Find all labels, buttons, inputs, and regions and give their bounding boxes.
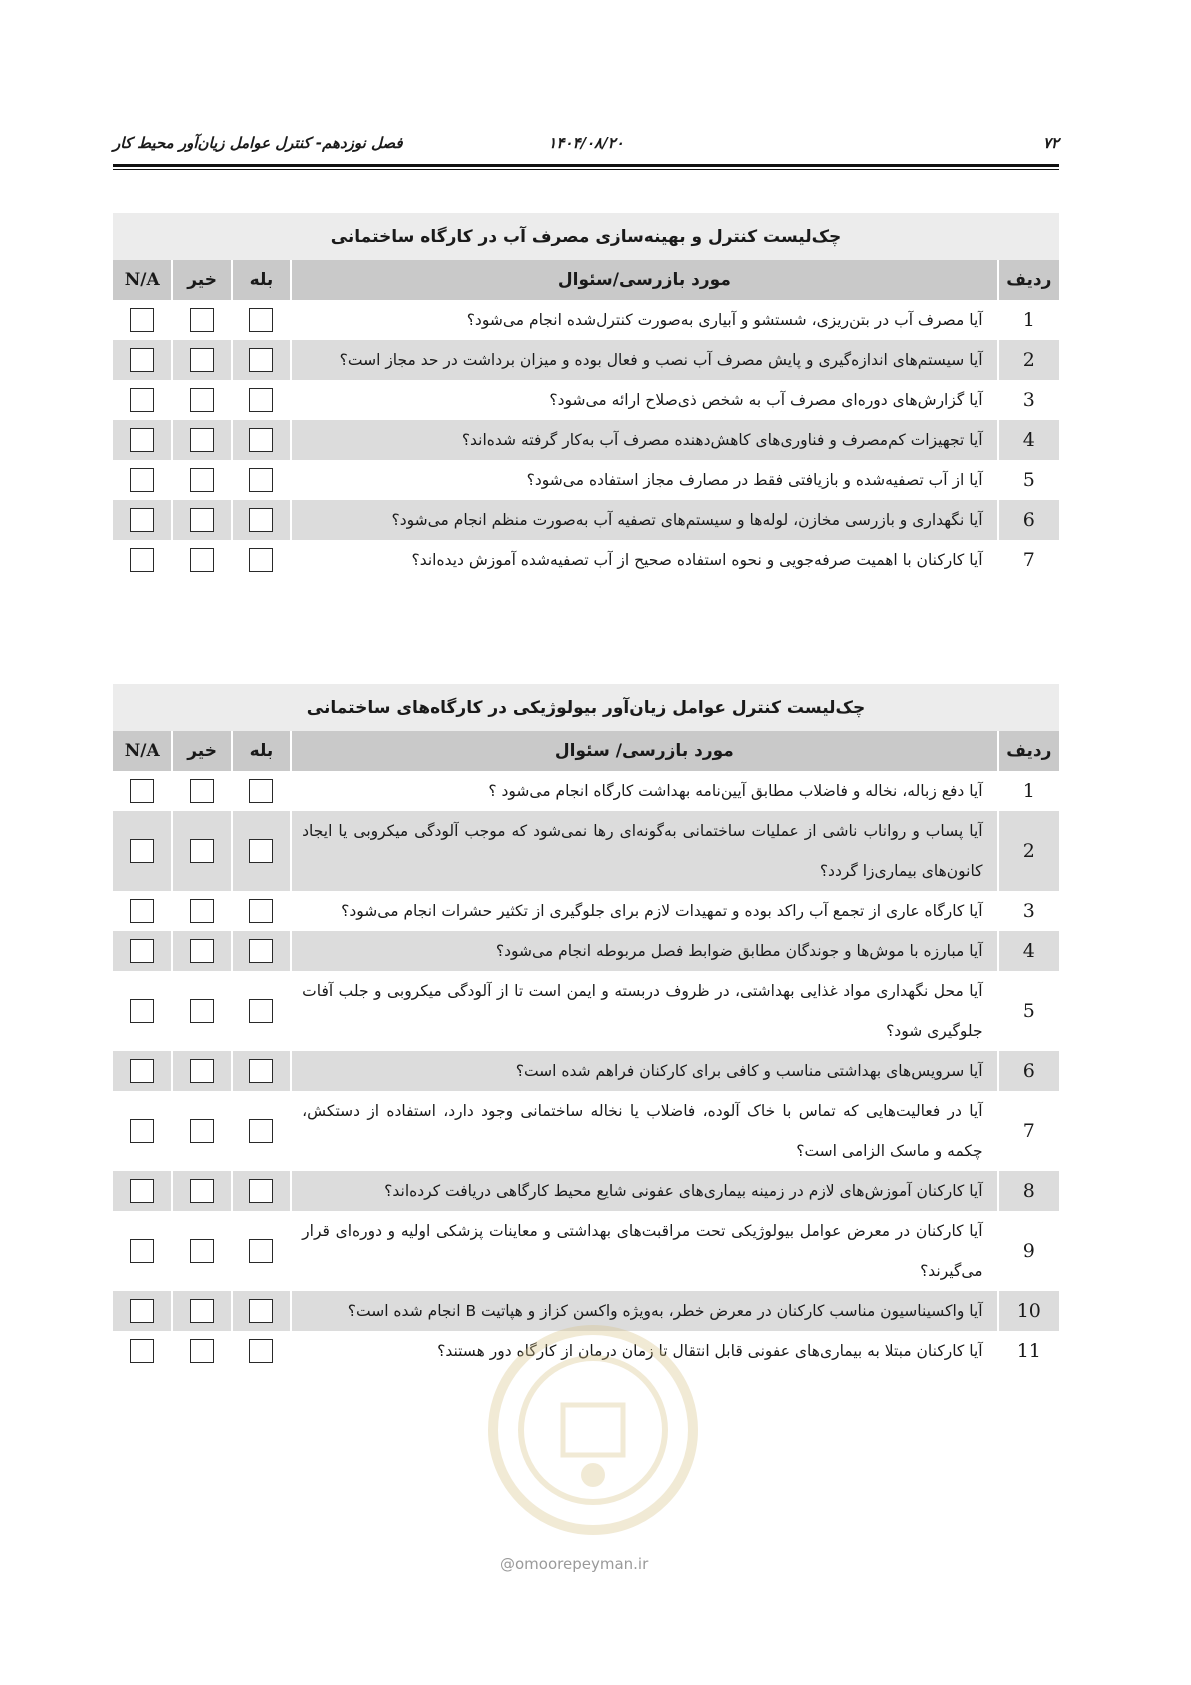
checkbox-no[interactable] [190,1239,214,1263]
answer-cell-no [172,1291,231,1331]
answer-cell-no [172,1091,231,1171]
answer-cell-na [113,540,172,580]
checkbox-na[interactable] [130,1119,154,1143]
table-row [113,811,1059,891]
table-title: چک‌لیست کنترل عوامل زیان‌آور بیولوژیکی در کارگاه‌های ساختمانی [113,684,1059,731]
checkbox-yes[interactable] [249,1239,273,1263]
row-number: 2 [998,340,1059,380]
page-number: ۷۲ [1042,134,1059,152]
answer-cell-no [172,811,231,891]
checkbox-no[interactable] [190,1339,214,1363]
answer-cell-yes [232,300,291,340]
answer-cell-na [113,1291,172,1331]
table-row [113,1211,1059,1291]
checkbox-na[interactable] [130,839,154,863]
answer-cell-yes [232,1091,291,1171]
checkbox-yes[interactable] [249,1179,273,1203]
table-row [113,540,1059,580]
answer-cell-no [172,1211,231,1291]
checkbox-no[interactable] [190,428,214,452]
question-text: آیا مصرف آب در بتن‌ریزی، شستشو و آبیاری به‌صورت کنترل‌شده انجام می‌شود؟ [291,300,997,340]
answer-cell-na [113,300,172,340]
table-row [113,771,1059,811]
answer-cell-no [172,300,231,340]
answer-cell-na [113,891,172,931]
table-row [113,300,1059,340]
table-body [113,771,1059,1371]
checkbox-no[interactable] [190,999,214,1023]
checkbox-no[interactable] [190,1179,214,1203]
header-question: مورد بازرسی/سئوال [291,260,997,300]
row-number: 4 [998,931,1059,971]
answer-cell-yes [232,771,291,811]
row-number: 5 [998,971,1059,1051]
question-text: آیا از آب تصفیه‌شده و بازیافتی فقط در مصارف مجاز استفاده می‌شود؟ [291,460,997,500]
question-text: آیا کارکنان آموزش‌های لازم در زمینه بیماری‌های عفونی شایع محیط کارگاهی دریافت کرده‌اند؟ [291,1171,997,1211]
header-radif: ردیف [998,731,1059,771]
checkbox-yes[interactable] [249,999,273,1023]
table-row [113,931,1059,971]
row-number: 3 [998,380,1059,420]
checkbox-yes[interactable] [249,1299,273,1323]
checkbox-yes[interactable] [249,428,273,452]
row-number: 10 [998,1291,1059,1331]
answer-cell-no [172,891,231,931]
question-text: آیا مبارزه با موش‌ها و جوندگان مطابق ضوابط فصل مربوطه انجام می‌شود؟ [291,931,997,971]
header-yes: بله [232,260,291,300]
checkbox-na[interactable] [130,388,154,412]
table-row [113,891,1059,931]
header-radif: ردیف [998,260,1059,300]
checkbox-yes[interactable] [249,468,273,492]
answer-cell-na [113,1211,172,1291]
question-text: آیا سرویس‌های بهداشتی مناسب و کافی برای کارکنان فراهم شده است؟ [291,1051,997,1091]
row-number: 3 [998,891,1059,931]
checkbox-na[interactable] [130,508,154,532]
answer-cell-no [172,771,231,811]
checkbox-na[interactable] [130,348,154,372]
answer-cell-yes [232,1211,291,1291]
answer-cell-no [172,1051,231,1091]
checkbox-na[interactable] [130,308,154,332]
checkbox-yes[interactable] [249,899,273,923]
answer-cell-no [172,931,231,971]
checkbox-no[interactable] [190,899,214,923]
question-text: آیا نگهداری و بازرسی مخازن، لوله‌ها و سیستم‌های تصفیه آب به‌صورت منظم انجام می‌شود؟ [291,500,997,540]
checkbox-yes[interactable] [249,779,273,803]
answer-cell-na [113,1171,172,1211]
row-number: 6 [998,500,1059,540]
answer-cell-yes [232,1291,291,1331]
answer-cell-yes [232,931,291,971]
answer-cell-na [113,931,172,971]
checkbox-yes[interactable] [249,548,273,572]
answer-cell-no [172,380,231,420]
question-text: آیا کارکنان مبتلا به بیماری‌های عفونی قابل انتقال تا زمان درمان از کارگاه دور هستند؟ [291,1331,997,1371]
question-text: آیا کارگاه عاری از تجمع آب راکد بوده و تمهیدات لازم برای جلوگیری از تکثیر حشرات انجام می‌شود؟ [291,891,997,931]
table-body [113,300,1059,580]
header-date: ۱۴۰۴/۰۸/۲۰ [548,134,624,152]
row-number: 1 [998,771,1059,811]
checkbox-yes[interactable] [249,388,273,412]
question-text: آیا گزارش‌های دوره‌ای مصرف آب به شخص ذی‌صلاح ارائه می‌شود؟ [291,380,997,420]
table-row [113,1331,1059,1371]
checkbox-no[interactable] [190,779,214,803]
checkbox-na[interactable] [130,1059,154,1083]
checkbox-na[interactable] [130,779,154,803]
row-number: 8 [998,1171,1059,1211]
header-na: N/A [113,260,172,300]
answer-cell-na [113,811,172,891]
answer-cell-no [172,340,231,380]
table-title: چک‌لیست کنترل و بهینه‌سازی مصرف آب در کارگاه ساختمانی [113,213,1059,260]
answer-cell-na [113,460,172,500]
header-na: N/A [113,731,172,771]
checkbox-na[interactable] [130,899,154,923]
answer-cell-na [113,1331,172,1371]
answer-cell-yes [232,380,291,420]
row-number: 9 [998,1211,1059,1291]
answer-cell-na [113,420,172,460]
header-yes: بله [232,731,291,771]
checkbox-yes[interactable] [249,1339,273,1363]
question-text: آیا کارکنان در معرض عوامل بیولوژیکی تحت مراقبت‌های بهداشتی و معاینات پزشکی اولیه و دوره‌ای قرار می‌گیرند؟ [291,1211,997,1291]
checkbox-no[interactable] [190,308,214,332]
checkbox-no[interactable] [190,508,214,532]
table-row [113,380,1059,420]
checkbox-yes[interactable] [249,508,273,532]
checkbox-yes[interactable] [249,308,273,332]
answer-cell-na [113,500,172,540]
biological-checklist-table [113,684,1059,1371]
row-number: 7 [998,540,1059,580]
answer-cell-yes [232,500,291,540]
watermark-text: @omoorepeyman.ir [500,1555,649,1573]
table-row [113,420,1059,460]
answer-cell-na [113,340,172,380]
answer-cell-yes [232,811,291,891]
table-row [113,500,1059,540]
question-text: آیا محل نگهداری مواد غذایی بهداشتی، در ظروف دربسته و ایمن است تا از آلودگی میکروبی و جلب آفات جلوگیری شود؟ [291,971,997,1051]
answer-cell-na [113,1051,172,1091]
checkbox-no[interactable] [190,939,214,963]
answer-cell-yes [232,1171,291,1211]
header-no: خیر [172,260,231,300]
checkbox-na[interactable] [130,1299,154,1323]
row-number: 1 [998,300,1059,340]
answer-cell-yes [232,540,291,580]
question-text: آیا پساب و رواناب ناشی از عملیات ساختمانی به‌گونه‌ای رها نمی‌شود که موجب آلودگی میکروبی یا ایجاد کانون‌های بیماری‌زا گردد؟ [291,811,997,891]
row-number: 6 [998,1051,1059,1091]
question-text: آیا تجهیزات کم‌مصرف و فناوری‌های کاهش‌دهنده مصرف آب به‌کار گرفته شده‌اند؟ [291,420,997,460]
row-number: 5 [998,460,1059,500]
row-number: 4 [998,420,1059,460]
checkbox-no[interactable] [190,468,214,492]
answer-cell-yes [232,891,291,931]
answer-cell-na [113,380,172,420]
checkbox-no[interactable] [190,839,214,863]
header-question: مورد بازرسی/ سئوال [291,731,997,771]
checkbox-na[interactable] [130,939,154,963]
table-row [113,1091,1059,1171]
answer-cell-na [113,971,172,1051]
checkbox-no[interactable] [190,548,214,572]
checkbox-yes[interactable] [249,839,273,863]
question-text: آیا در فعالیت‌هایی که تماس با خاک آلوده، فاضلاب یا نخاله ساختمانی وجود دارد، استفاده از دستکش، چکمه و ماسک الزامی است؟ [291,1091,997,1171]
checkbox-no[interactable] [190,1299,214,1323]
checkbox-yes[interactable] [249,1119,273,1143]
checkbox-na[interactable] [130,468,154,492]
question-text: آیا کارکنان با اهمیت صرفه‌جویی و نحوه استفاده صحیح از آب تصفیه‌شده آموزش دیده‌اند؟ [291,540,997,580]
answer-cell-na [113,1091,172,1171]
row-number: 7 [998,1091,1059,1171]
checkbox-yes[interactable] [249,939,273,963]
checkbox-na[interactable] [130,548,154,572]
answer-cell-yes [232,1051,291,1091]
header-rule-thin [113,169,1059,170]
table-row [113,1051,1059,1091]
answer-cell-yes [232,340,291,380]
checkbox-na[interactable] [130,1239,154,1263]
header-no: خیر [172,731,231,771]
water-checklist-table [113,213,1059,580]
table-row [113,1291,1059,1331]
table-row [113,971,1059,1051]
answer-cell-yes [232,460,291,500]
row-number: 11 [998,1331,1059,1371]
answer-cell-no [172,540,231,580]
row-number: 2 [998,811,1059,891]
checkbox-yes[interactable] [249,1059,273,1083]
question-text: آیا دفع زباله، نخاله و فاضلاب مطابق آیین‌نامه بهداشت کارگاه انجام می‌شود ؟ [291,771,997,811]
question-text: آیا سیستم‌های اندازه‌گیری و پایش مصرف آب نصب و فعال بوده و میزان برداشت در حد مجاز است؟ [291,340,997,380]
checkbox-na[interactable] [130,1339,154,1363]
answer-cell-no [172,420,231,460]
answer-cell-no [172,460,231,500]
checkbox-yes[interactable] [249,348,273,372]
checkbox-no[interactable] [190,1059,214,1083]
question-text: آیا واکسیناسیون مناسب کارکنان در معرض خطر، به‌ویژه واکسن کزاز و هپاتیت B انجام شده است؟ [291,1291,997,1331]
answer-cell-yes [232,1331,291,1371]
header-rule-thick [113,164,1059,167]
table-row [113,340,1059,380]
running-header [113,126,1059,166]
chapter-title: فصل نوزدهم- کنترل عوامل زیان‌آور محیط کار [113,134,403,152]
checkbox-na[interactable] [130,1179,154,1203]
answer-cell-yes [232,420,291,460]
checkbox-no[interactable] [190,348,214,372]
checkbox-no[interactable] [190,388,214,412]
checkbox-na[interactable] [130,428,154,452]
answer-cell-na [113,771,172,811]
answer-cell-no [172,500,231,540]
answer-cell-no [172,1171,231,1211]
answer-cell-no [172,971,231,1051]
table-row [113,1171,1059,1211]
table-row [113,460,1059,500]
checkbox-na[interactable] [130,999,154,1023]
checkbox-no[interactable] [190,1119,214,1143]
answer-cell-no [172,1331,231,1371]
answer-cell-yes [232,971,291,1051]
